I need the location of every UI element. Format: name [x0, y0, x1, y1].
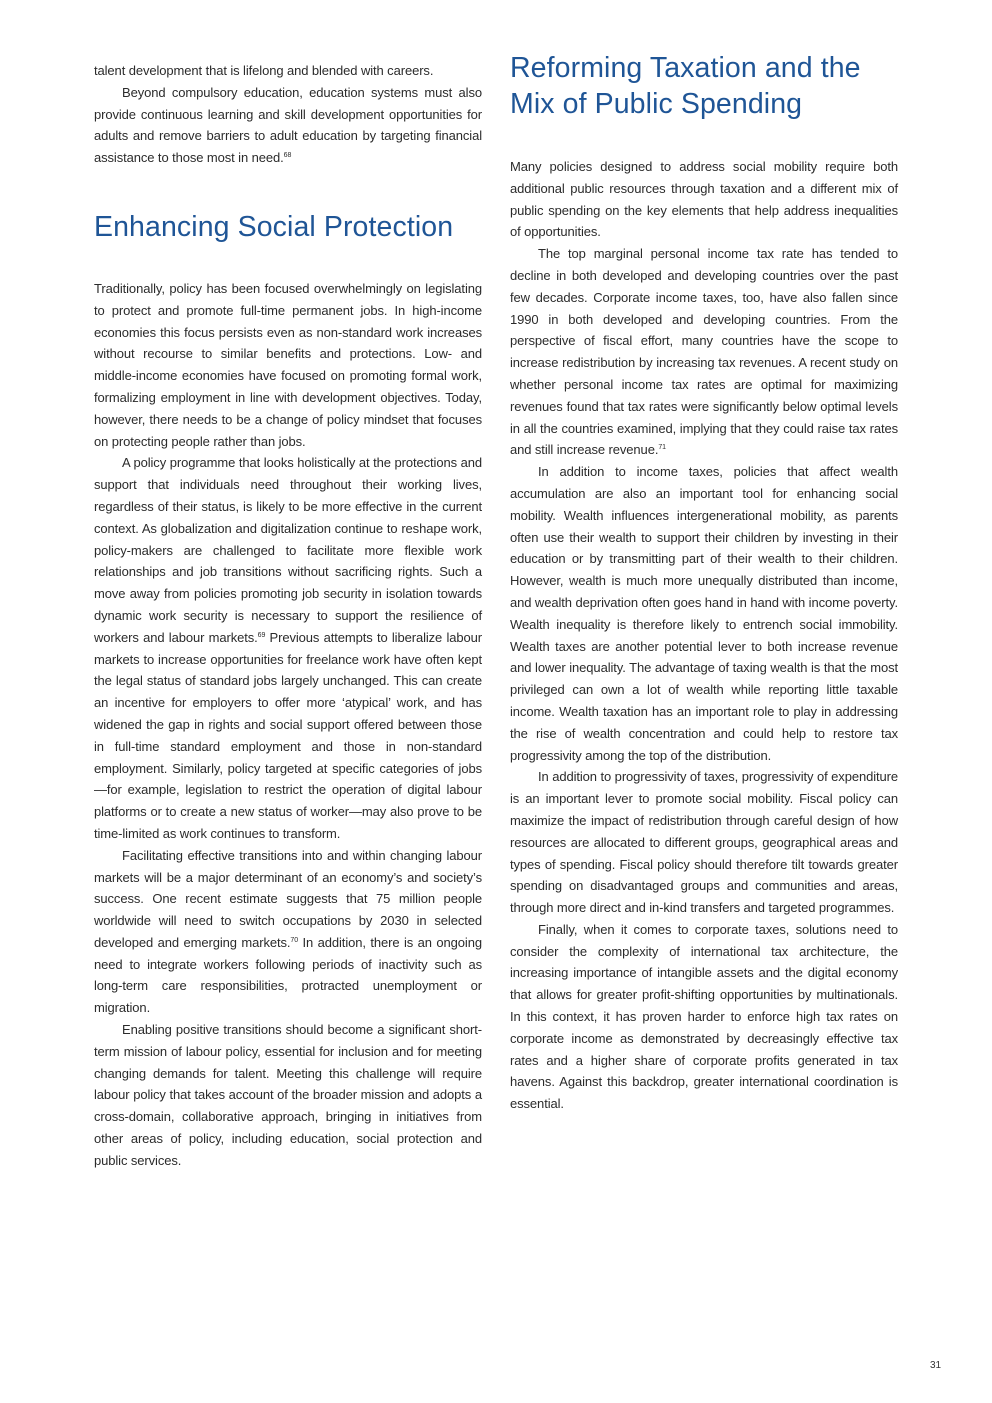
- footnote-ref-69: 69: [257, 631, 266, 639]
- social-protection-paragraph-4: Enabling positive transitions should become a significant short-term mission of labour policy, essential for inclusion and for meeting changing demands for talent. Meeting this challenge will require labour policy that takes account of the broader mission and adopts a cross-domain, collaborative approach, bringing in initiatives from other areas of policy, including education, social protection and public services.: [94, 1022, 482, 1168]
- section-heading-reforming-taxation: Reforming Taxation and the Mix of Public Spending: [510, 52, 861, 120]
- footnote-ref-70: 70: [290, 936, 298, 944]
- intro-paragraph-1-text: talent development that is lifelong and blended with careers.: [94, 63, 434, 78]
- footnote-ref-68: 68: [283, 152, 292, 160]
- intro-paragraph-2-text: Beyond compulsory education, education systems must also provide continuous learning and skill development opportunities for adults and remove barriers to adult education by targeting financial assistance to those most in need.: [94, 84, 482, 166]
- social-protection-paragraph-2: [94, 452, 482, 844]
- right-column: [510, 52, 898, 1115]
- social-protection-paragraph-3-part-a: Facilitating effective transitions into and within changing labour markets will be a major determinant of an economy’s and society’s success. One recent estimate suggests that 75 million people worldwide will need to switch occupations by 2030 in selected developed and emerging markets.: [94, 847, 482, 950]
- social-protection-paragraph-2-part-a: A policy programme that looks holistically at the protections and support that individuals need throughout their working lives, regardless of their status, is likely to be more effective in the current context. As globalization and digitalization continue to reshape work, policy-makers are challenged to facilitate more flexible work relationships and job transitions without sacrificing rights. Such a move away from policies promoting job security in isolation towards dynamic work security is necessary to support the resilience of workers and labour markets.: [94, 455, 482, 645]
- social-protection-paragraph-3: [94, 845, 482, 1019]
- footnote-ref-71: 71: [658, 444, 666, 452]
- social-protection-paragraph-2-part-b: Previous attempts to liberalize labour markets to increase opportunities for freelance work have often kept the legal status of standard jobs largely unchanged. This can create an incentive for employers to offer more ‘atypical’ work, and has widened the gap in rights and social support offered between those in full-time standard employment and those in non-standard employment. Similarly, policy targeted at specific categories of jobs—for example, legislation to restrict the operation of digital labour platforms or to create a new status of worker—may also prove to be time-limited as work continues to transform.: [94, 629, 483, 841]
- page-number: 31: [930, 1360, 942, 1371]
- section-heading-social-protection: Enhancing Social Protection: [94, 210, 454, 243]
- intro-paragraph-1: [94, 60, 482, 82]
- social-protection-paragraph-1: Traditionally, policy has been focused overwhelmingly on legislating to protect and promote full-time permanent jobs. In high-income economies this focus persists even as non-standard work increases without recourse to similar benefits and protections. Low- and middle-income economies have focused on promoting formal work, formalizing employment in line with development objectives. Today, however, there needs to be a change of policy mindset that focuses on protecting people rather than jobs.: [94, 280, 482, 449]
- left-column: [94, 60, 482, 1172]
- taxation-paragraph-3: In addition to income taxes, policies that affect wealth accumulation are also an important tool for enhancing social mobility. Wealth influences intergenerational mobility, as parents often use their wealth to support their children by investing in their education or by transmitting part of their wealth to their children. However, wealth is much more unequally distributed than income, and wealth deprivation often goes hand in hand with income poverty. Wealth inequality is therefore likely to entrench social immobility. Wealth taxes are another potential lever to both increase revenue and lower inequality. The advantage of taxing wealth is that the most privileged can own a lot of wealth while reporting little taxable income. Wealth taxation has an important role to play in addressing the rise of wealth concentration and could help to restore tax progressivity among the top of the distribution.: [510, 464, 898, 763]
- taxation-paragraph-4: In addition to progressivity of taxes, progressivity of expenditure is an important lever to promote social mobility. Fiscal policy can maximize the impact of redistribution through careful design of how resources are allocated to different groups, geographical areas and types of spending. Fiscal policy should therefore tilt towards greater spending on disadvantaged groups and communities and areas, through more direct and in-kind transfers and targeted programmes.: [510, 769, 898, 916]
- intro-paragraph-2: [94, 82, 482, 169]
- social-protection-paragraph-3-part-b: In addition, there is an ongoing need to integrate workers following periods of inactivity such as long-term care responsibilities, protracted unemployment or migration.: [94, 934, 482, 1016]
- taxation-paragraph-2-text: The top marginal personal income tax rate has tended to decline in both developed and developing countries over the past few decades. Corporate income taxes, too, have also fallen since 1990 in both developed and developing countries. From the perspective of fiscal effort, many countries have the scope to increase redistribution by increasing tax revenues. A recent study on whether personal income tax rates are optimal for maximizing revenues found that tax rates were significantly below optimal levels in all the countries examined, implying that they could raise tax rates and still increase revenue.: [510, 246, 898, 458]
- taxation-paragraph-1: Many policies designed to address social mobility require both additional public resources through taxation and a different mix of public spending on the key elements that help address inequalities of opportunities.: [510, 159, 898, 240]
- taxation-paragraph-2: [510, 243, 898, 461]
- taxation-paragraph-5: Finally, when it comes to corporate taxes, solutions need to consider the complexity of international tax architecture, the increasing importance of intangible assets and the digital economy that allows for greater profit-shifting opportunities by multinationals. In this context, it has proven harder to enforce high tax rates on corporate income as demonstrated by decreasingly effective tax rates and a higher share of corporate profits generated in tax havens. Against this backdrop, greater international coordination is essential.: [510, 921, 898, 1112]
